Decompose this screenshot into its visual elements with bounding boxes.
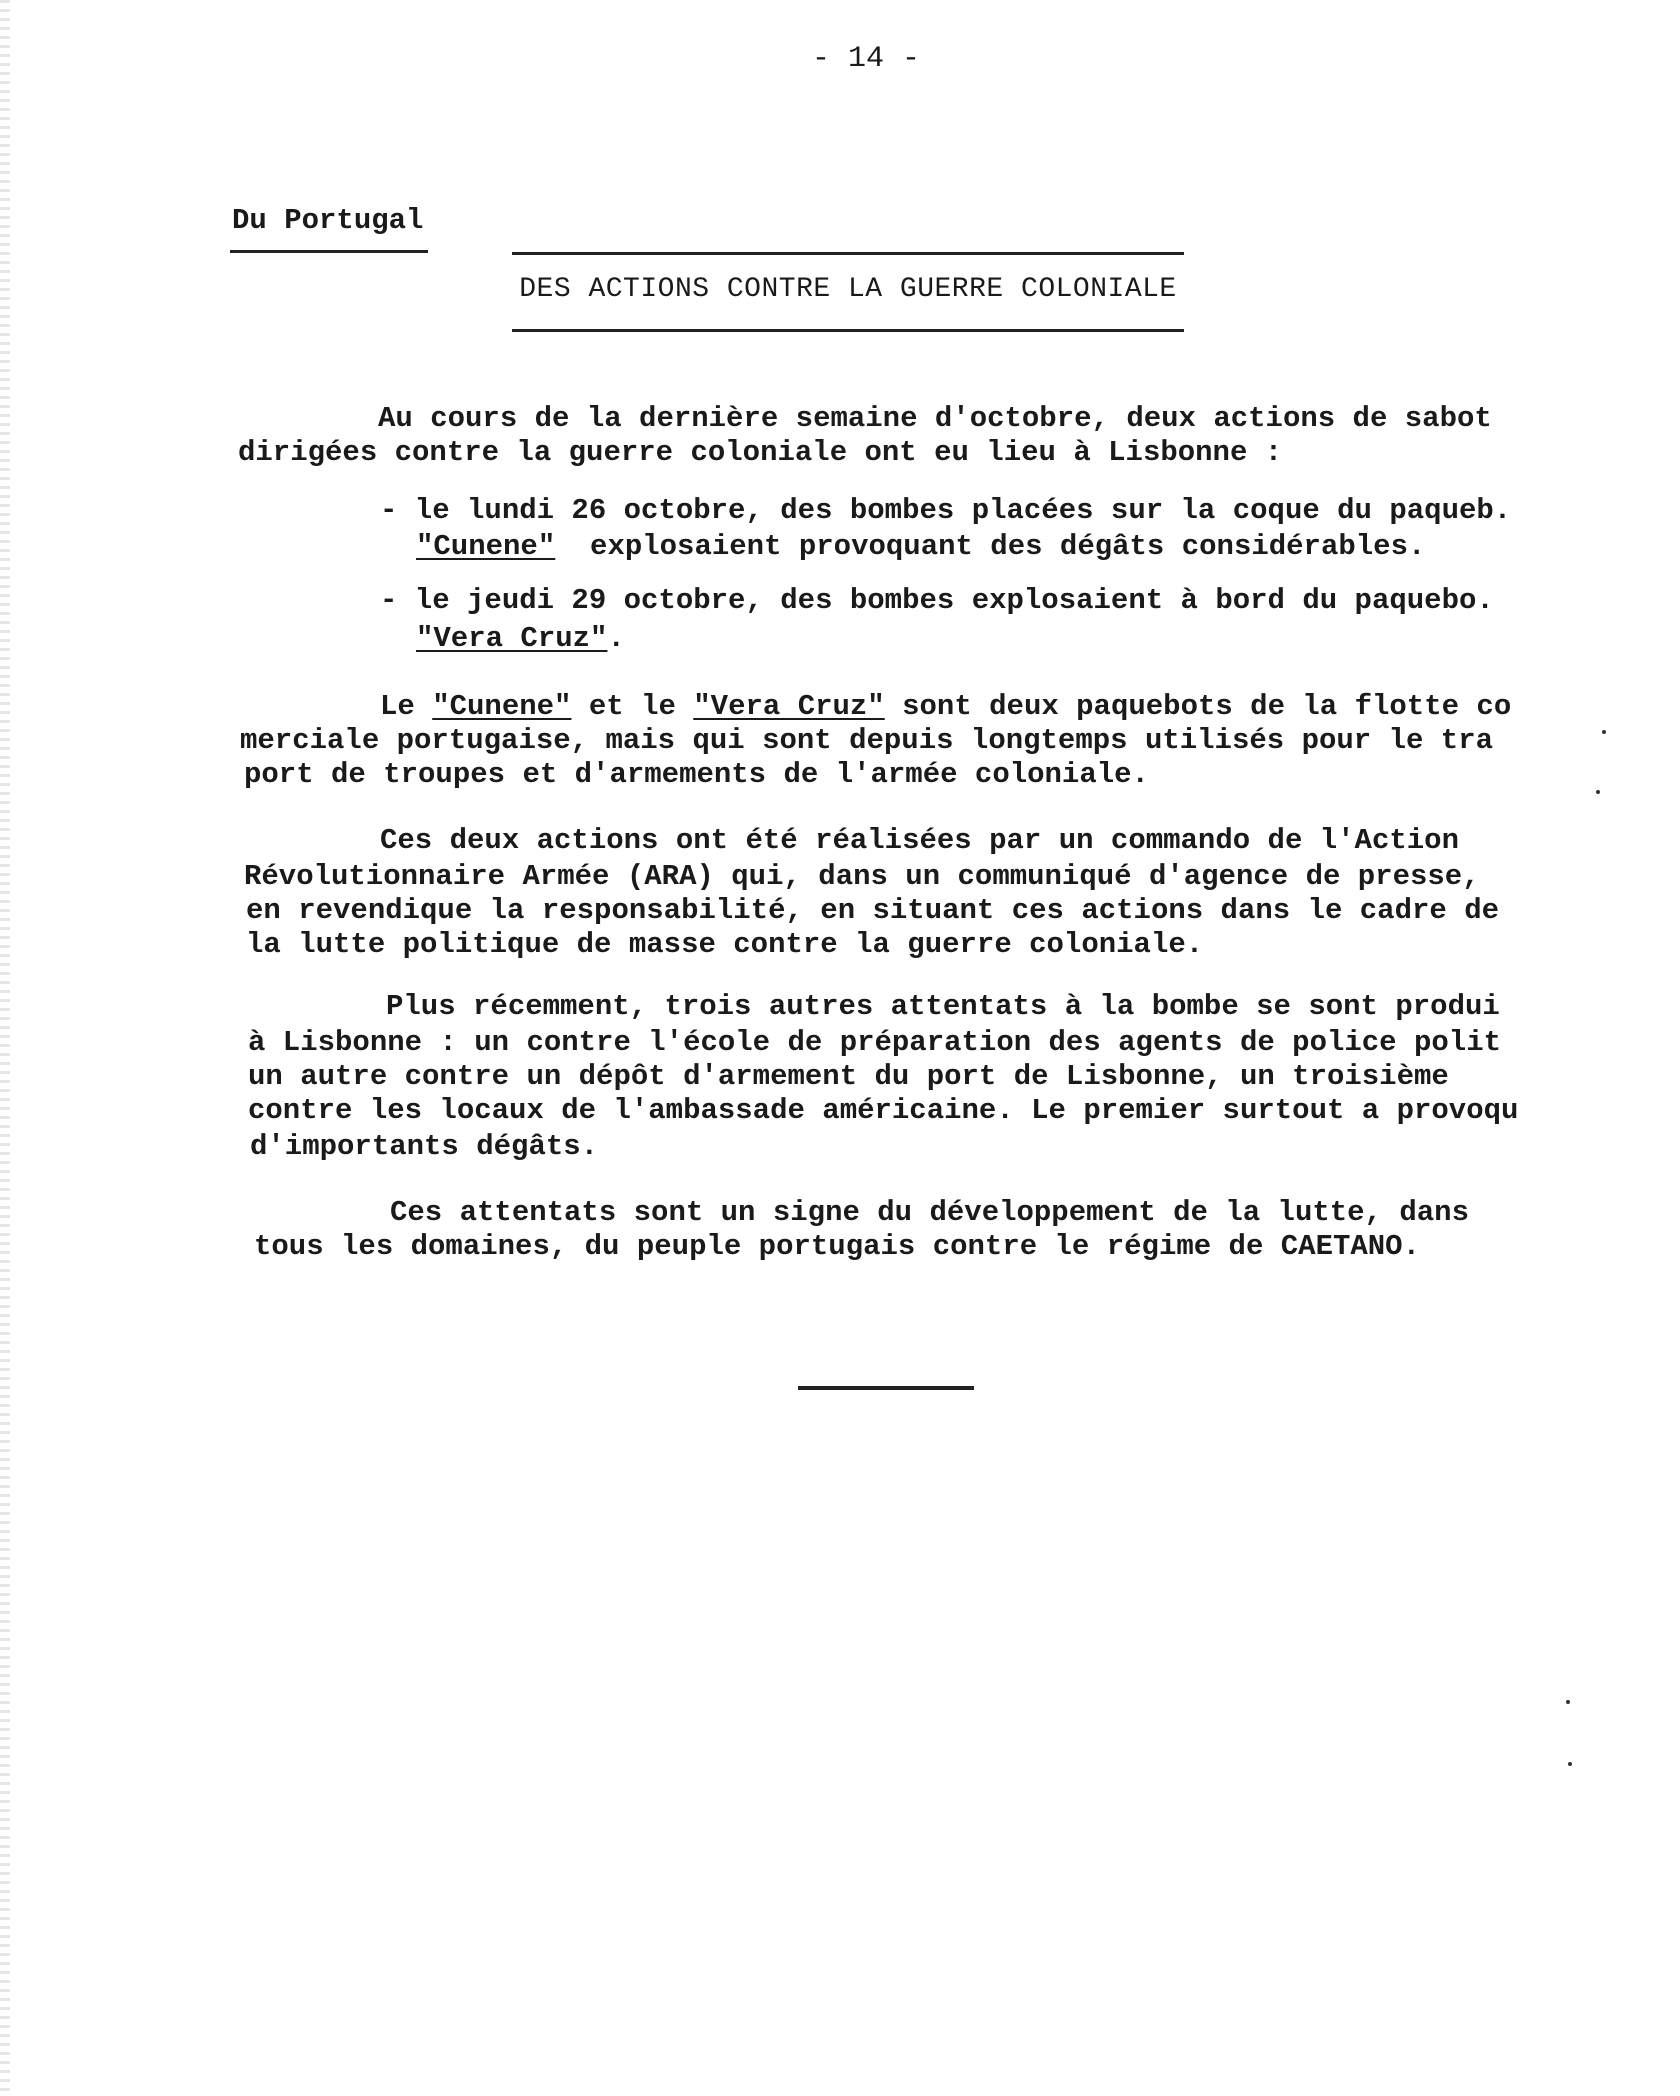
para2-line-1 (380, 690, 1511, 723)
bullet-1-rest: explosaient provoquant des dégâts considérables. (555, 530, 1426, 563)
para4-line-1: Plus récemment, trois autres attentats à la bombe se sont produi (386, 990, 1500, 1023)
bullet-1-line-1: - le lundi 26 octobre, des bombes placées sur la coque du paqueb. (380, 494, 1512, 527)
scan-speck (1602, 730, 1606, 734)
bullet-1-line-2 (416, 530, 1425, 563)
ship-name-vera-cruz: "Vera Cruz" (416, 622, 608, 655)
para2-ship-cunene: "Cunene" (432, 690, 572, 723)
para2-ship-vera-cruz: "Vera Cruz" (693, 690, 885, 723)
scan-speck (1568, 1762, 1572, 1766)
title-bottom-rule (512, 329, 1184, 332)
para4-line-3: un autre contre un dépôt d'armement du port de Lisbonne, un troisième (248, 1060, 1449, 1093)
scan-edge (0, 0, 10, 2096)
intro-line-2: dirigées contre la guerre coloniale ont eu lieu à Lisbonne : (238, 436, 1283, 469)
ship-name-cunene: "Cunene" (416, 530, 556, 563)
para4-line-4: contre les locaux de l'ambassade américaine. Le premier surtout a provoqu (248, 1094, 1519, 1127)
page-number: - 14 - (812, 42, 921, 76)
para3-line-1: Ces deux actions ont été réalisées par un commando de l'Action (380, 824, 1459, 857)
scan-speck (1596, 790, 1600, 794)
section-underline (230, 250, 428, 253)
scan-speck (1566, 1700, 1570, 1704)
para3-line-4: la lutte politique de masse contre la guerre coloniale. (246, 928, 1204, 961)
para5-line-2: tous les domaines, du peuple portugais contre le régime de CAETANO. (254, 1230, 1420, 1263)
para2-line-2: merciale portugaise, mais qui sont depuis longtemps utilisés pour le tra (240, 724, 1494, 757)
para4-line-2: à Lisbonne : un contre l'école de préparation des agents de police polit (248, 1026, 1502, 1059)
para5-line-1: Ces attentats sont un signe du développement de la lutte, dans (390, 1196, 1469, 1229)
bullet-2-line-1: - le jeudi 29 octobre, des bombes explosaient à bord du paquebo. (380, 584, 1494, 617)
para2-pre: Le (380, 690, 433, 723)
title-box (512, 252, 1184, 332)
para3-line-3: en revendique la responsabilité, en situant ces actions dans le cadre de (246, 894, 1500, 927)
bullet-2-rest: . (607, 622, 625, 655)
para2-post: sont deux paquebots de la flotte co (884, 690, 1512, 723)
para3-line-2: Révolutionnaire Armée (ARA) qui, dans un communiqué d'agence de presse, (244, 860, 1480, 893)
para4-line-5: d'importants dégâts. (250, 1130, 599, 1163)
para2-mid: et le (571, 690, 694, 723)
para2-line-3: port de troupes et d'armements de l'armée coloniale. (244, 758, 1149, 791)
section-heading: Du Portugal (232, 204, 424, 237)
document-title: DES ACTIONS CONTRE LA GUERRE COLONIALE (519, 274, 1177, 305)
intro-line-1: Au cours de la dernière semaine d'octobre, deux actions de sabot (378, 402, 1492, 435)
title-top-rule (512, 252, 1184, 255)
closing-rule (798, 1386, 974, 1390)
bullet-2-line-2 (416, 622, 625, 655)
